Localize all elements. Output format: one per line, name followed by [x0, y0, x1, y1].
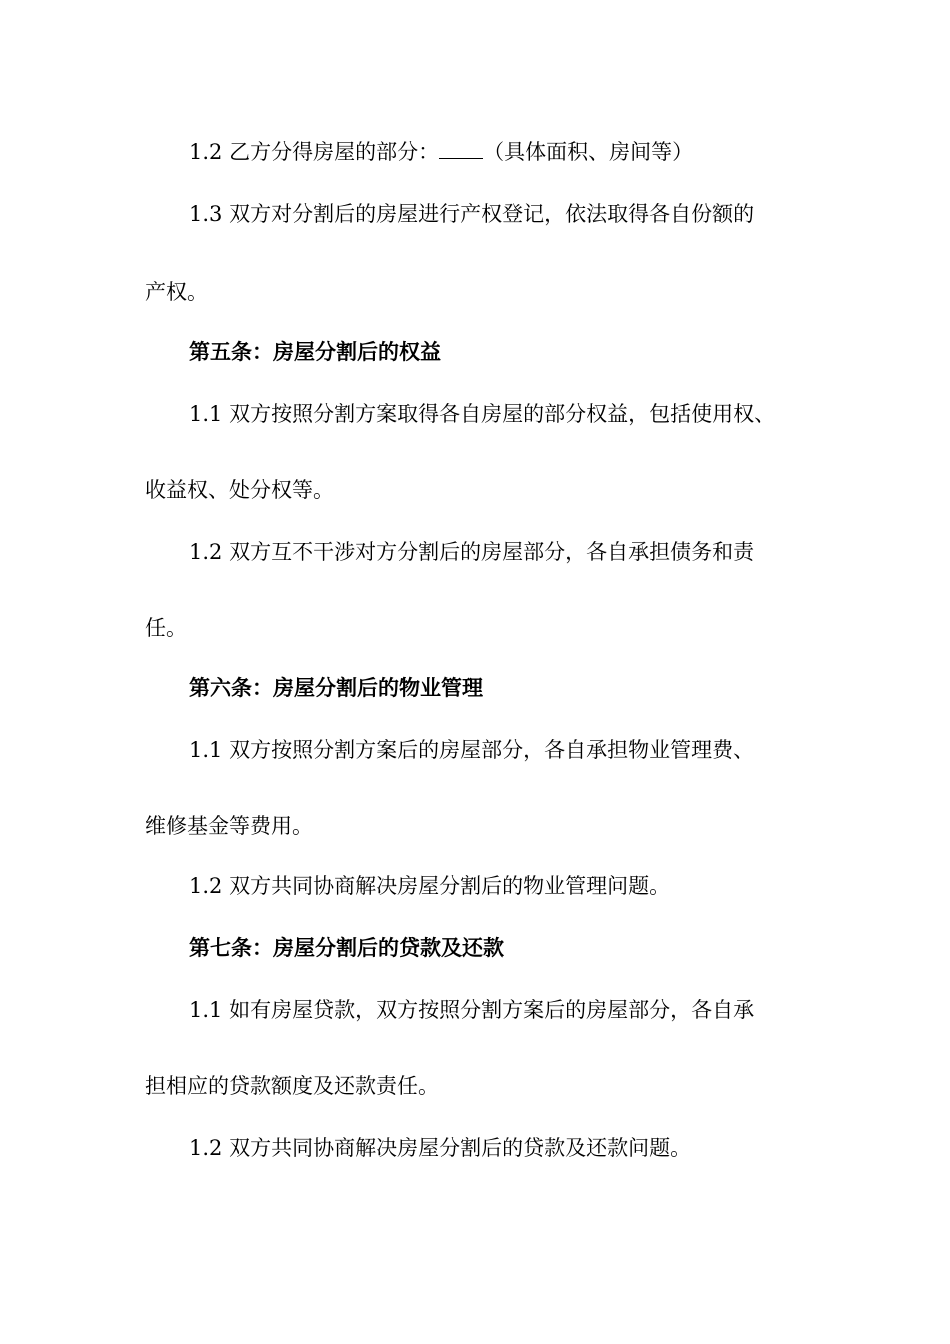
clause-line: 1.2 双方共同协商解决房屋分割后的物业管理问题。 — [189, 874, 671, 898]
clause-line: 任。 — [145, 616, 187, 640]
clause-line: 1.3 双方对分割后的房屋进行产权登记，依法取得各自份额的 — [189, 202, 755, 226]
clause-line: 收益权、处分权等。 — [145, 478, 334, 502]
clause-line: 维修基金等费用。 — [145, 814, 313, 838]
clause-line: 产权。 — [145, 280, 208, 304]
article-heading-5: 第五条：房屋分割后的权益 — [189, 340, 441, 364]
article-heading-7: 第七条：房屋分割后的贷款及还款 — [189, 936, 504, 960]
article-heading-6: 第六条：房屋分割后的物业管理 — [189, 676, 483, 700]
clause-line: 1.2 双方互不干涉对方分割后的房屋部分，各自承担债务和责 — [189, 540, 755, 564]
clause-line: 担相应的贷款额度及还款责任。 — [145, 1074, 439, 1098]
clause-line — [189, 138, 869, 166]
clause-line: 1.1 双方按照分割方案取得各自房屋的部分权益，包括使用权、 — [189, 402, 776, 426]
clause-line: 1.2 双方共同协商解决房屋分割后的贷款及还款问题。 — [189, 1136, 692, 1160]
fill-in-blank — [439, 138, 483, 159]
clause-line: 1.1 如有房屋贷款，双方按照分割方案后的房屋部分，各自承 — [189, 998, 755, 1022]
clause-text: （具体面积、房间等） — [483, 140, 694, 164]
clause-line: 1.1 双方按照分割方案后的房屋部分，各自承担物业管理费、 — [189, 738, 755, 762]
clause-text: 1.2 乙方分得房屋的部分： — [189, 140, 440, 164]
